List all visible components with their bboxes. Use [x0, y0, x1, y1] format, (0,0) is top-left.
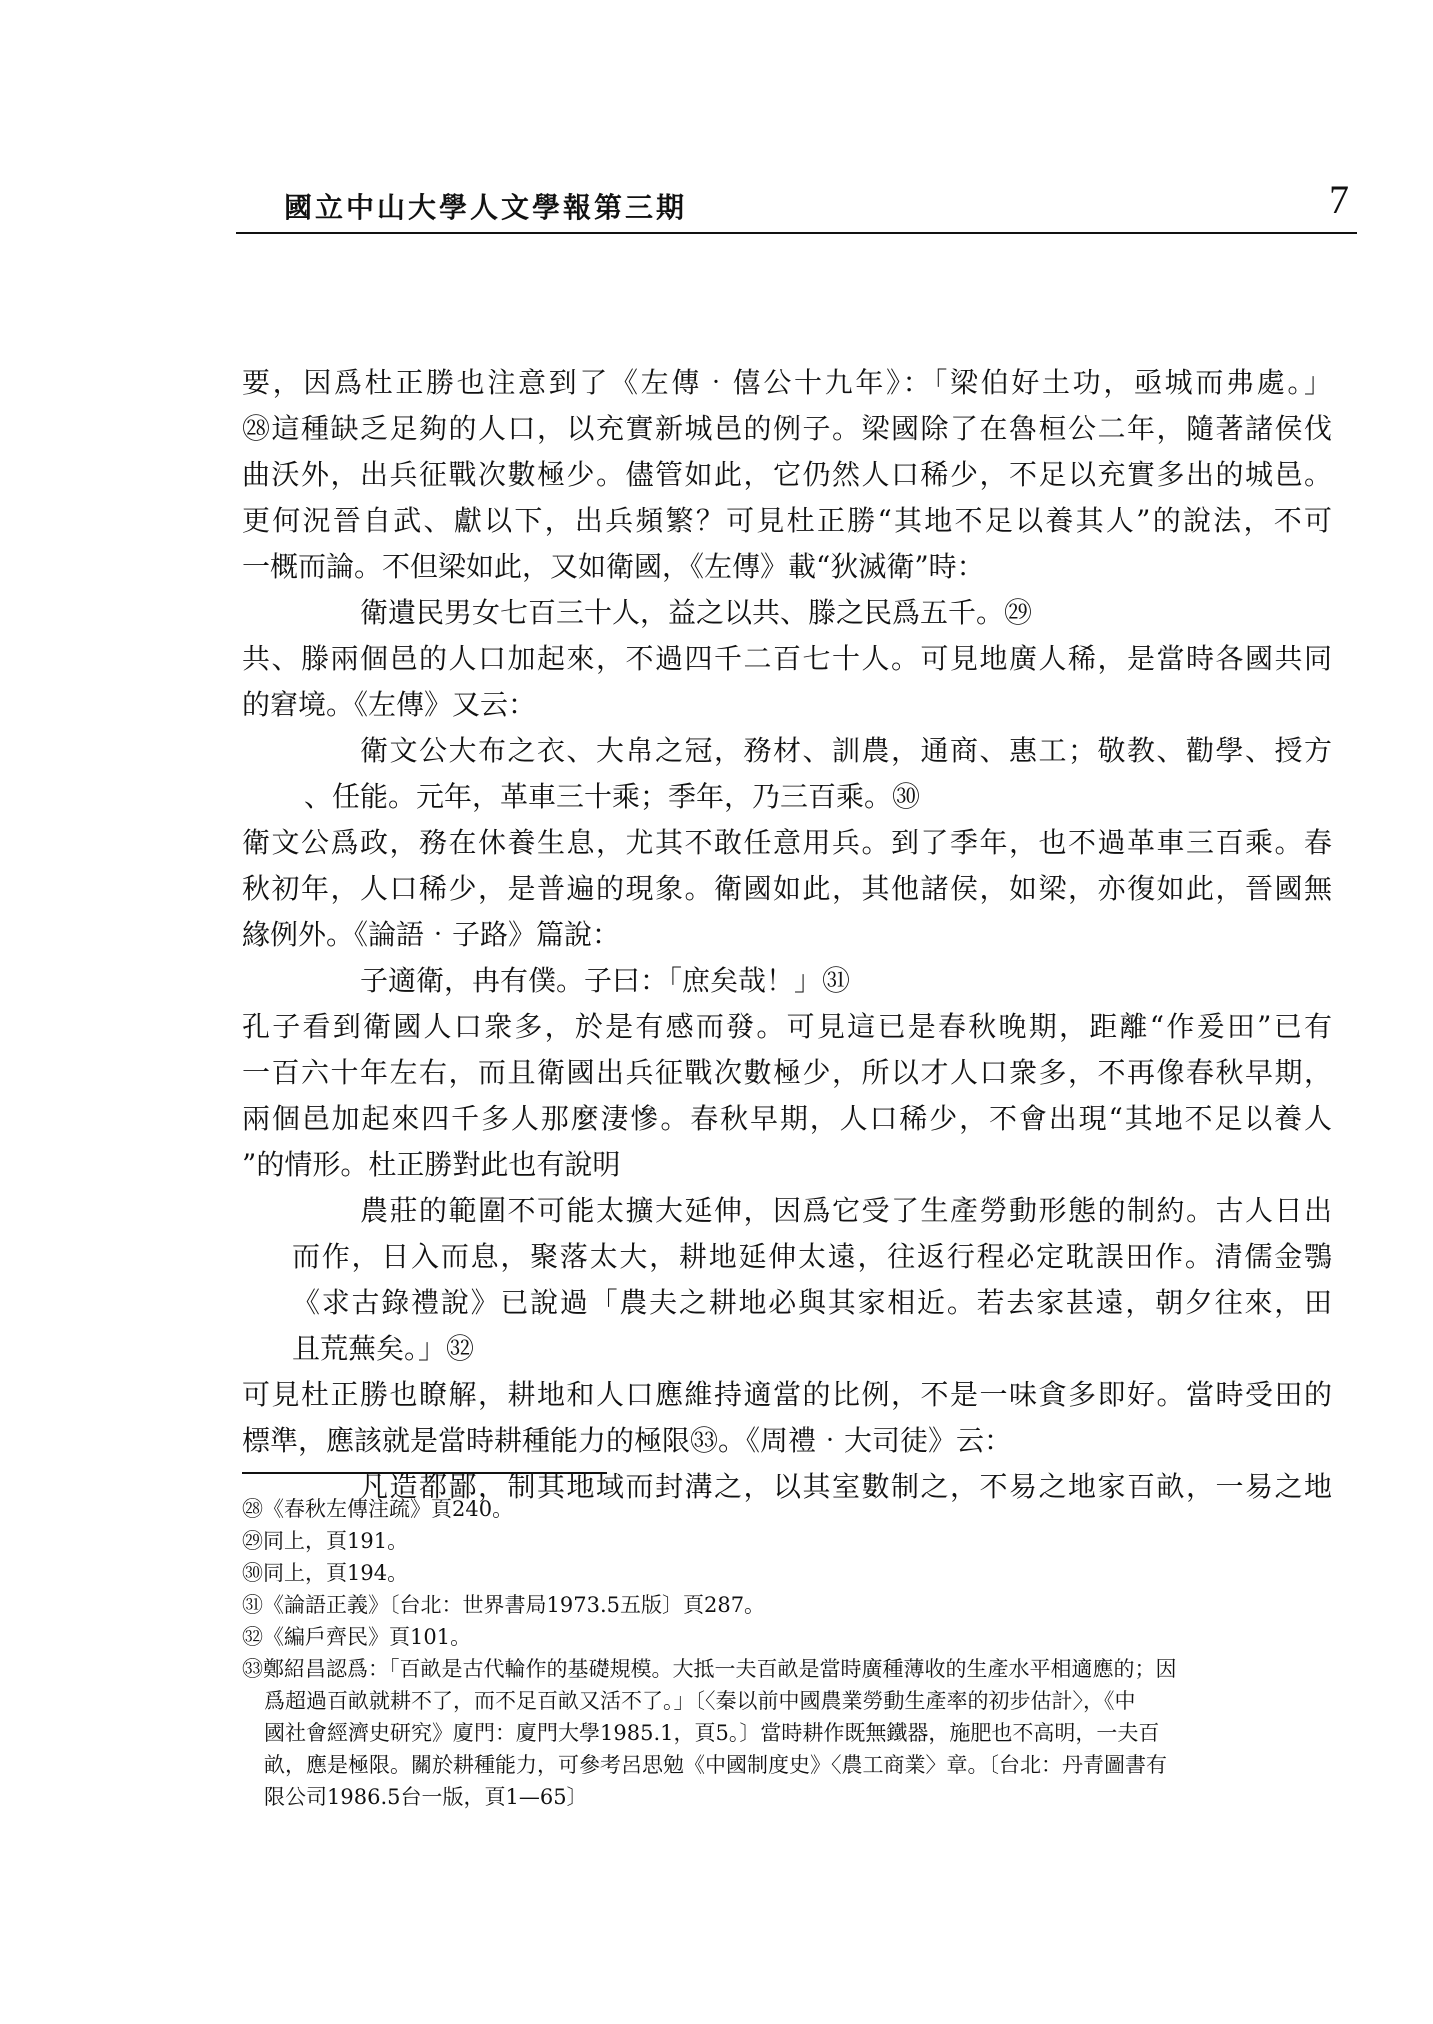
footnote-line: ㉛《論語正義》〔台北：世界書局1973.5五版〕頁287。 [242, 1593, 766, 1617]
footnote-line: ㉚同上，頁194。 [242, 1561, 409, 1585]
footnote [242, 1557, 1332, 1589]
body-line: 共、滕兩個邑的人口加起來，不過四千二百七十人。可見地廣人稀，是當時各國共同 [242, 642, 1332, 675]
header-rule [236, 232, 1357, 234]
footnote [242, 1525, 1332, 1557]
footnote-line: 畝，應是極限。關於耕種能力，可參考呂思勉《中國制度史》〈農工商業〉章。〔台北：丹青圖書有 [264, 1753, 1167, 1777]
body-line: 可見杜正勝也瞭解，耕地和人口應維持適當的比例，不是一味貪多即好。當時受田的 [242, 1378, 1332, 1411]
footnote [242, 1493, 1332, 1525]
journal-title: 國立中山大學人文學報第三期 [284, 191, 688, 224]
body-line: 的窘境。《左傳》又云： [242, 688, 537, 721]
footnote-line: ㉘《春秋左傳注疏》頁240。 [242, 1497, 514, 1521]
body-line: 衛遺民男女七百三十人，益之以共、滕之民爲五千。㉙ [360, 596, 1033, 629]
body-line: ”的情形。杜正勝對此也有說明 [242, 1148, 621, 1181]
footnote-line: ㉝鄭紹昌認爲：「百畝是古代輪作的基礎規模。大抵一夫百畝是當時廣種薄收的生產水平相適應的；因 [242, 1657, 1177, 1681]
body-line: 兩個邑加起來四千多人那麼淒慘。春秋早期，人口稀少，不會出現“其地不足以養人 [242, 1102, 1332, 1135]
footnote [242, 1621, 1332, 1653]
footnote-rule [242, 1472, 607, 1474]
body-line: 而作，日入而息，聚落太大，耕地延伸太遠，往返行程必定耽誤田作。清儒金鶚 [292, 1240, 1332, 1273]
body-line: 更何況晉自武、獻以下，出兵頻繁？可見杜正勝“其地不足以養其人”的說法，不可 [242, 504, 1332, 537]
footnote-line: 爲超過百畝就耕不了，而不足百畝又活不了。」〔〈秦以前中國農業勞動生產率的初步估計〉，《中 [264, 1689, 1136, 1713]
footnotes [242, 1493, 1332, 1813]
footnote-line: 限公司1986.5台一版，頁1—65〕 [264, 1785, 588, 1809]
footnote-line: 國社會經濟史研究》廈門：廈門大學1985.1，頁5。〕當時耕作既無鐵器，施肥也不高明，一夫百 [264, 1721, 1160, 1745]
body-line: 農莊的範圍不可能太擴大延伸，因爲它受了生產勞動形態的制約。古人日出 [360, 1194, 1332, 1227]
running-header [236, 177, 1357, 236]
footnote [242, 1589, 1332, 1621]
footnote-line: ㉜《編戶齊民》頁101。 [242, 1625, 472, 1649]
body-line: 標準，應該就是當時耕種能力的極限㉝。《周禮‧大司徒》云： [242, 1424, 1013, 1457]
body-line: 子適衛，冉有僕。子曰：「庶矣哉！」㉛ [360, 964, 851, 997]
body-line: 且荒蕪矣。」㉜ [292, 1332, 475, 1365]
body-text [242, 360, 1332, 1510]
footnote [242, 1653, 1332, 1813]
body-line: 一概而論。不但梁如此，又如衛國，《左傳》載“狄滅衛”時： [242, 550, 985, 583]
body-line: 秋初年，人口稀少，是普遍的現象。衛國如此，其他諸侯，如梁，亦復如此，晉國無 [242, 872, 1332, 905]
body-line: 緣例外。《論語‧子路》篇說： [242, 918, 621, 951]
body-line: 孔子看到衛國人口衆多，於是有感而發。可見這已是春秋晚期，距離“作爰田”已有 [242, 1010, 1332, 1043]
body-line: 曲沃外，出兵征戰次數極少。儘管如此，它仍然人口稀少，不足以充實多出的城邑。 [242, 458, 1332, 491]
body-line: ㉘這種缺乏足夠的人口，以充實新城邑的例子。梁國除了在魯桓公二年，隨著諸侯伐 [242, 412, 1332, 445]
footnote-line: ㉙同上，頁191。 [242, 1529, 409, 1553]
body-line: 衛文公爲政，務在休養生息，尤其不敢任意用兵。到了季年，也不過革車三百乘。春 [242, 826, 1332, 859]
body-line: 衛文公大布之衣、大帛之冠，務材、訓農，通商、惠工；敬教、勸學、授方 [360, 734, 1332, 767]
body-line: 《求古錄禮說》已說過「農夫之耕地必與其家相近。若去家甚遠，朝夕往來，田 [292, 1286, 1332, 1319]
page-number: 7 [1329, 177, 1349, 222]
body-line: 、任能。元年，革車三十乘；季年，乃三百乘。㉚ [304, 780, 921, 813]
body-line: 一百六十年左右，而且衛國出兵征戰次數極少，所以才人口衆多，不再像春秋早期， [242, 1056, 1332, 1089]
body-line: 要，因爲杜正勝也注意到了《左傳‧僖公十九年》：「梁伯好土功，亟城而弗處。」 [242, 366, 1332, 399]
body-line: 凡造都鄙，制其地域而封溝之，以其室數制之，不易之地家百畝，一易之地 [360, 1470, 1332, 1503]
